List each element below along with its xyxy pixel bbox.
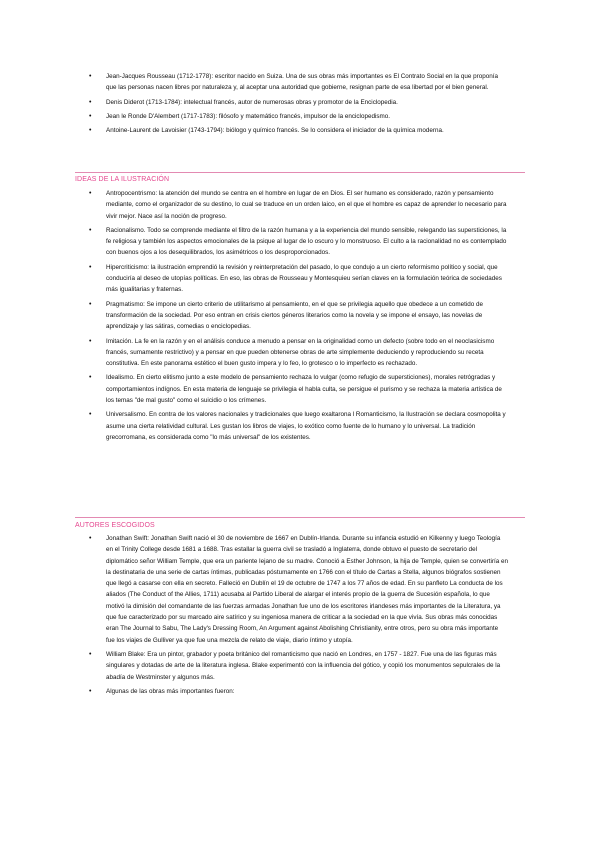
list-item bbox=[0, 299, 600, 333]
section-heading-ideas: IDEAS DE LA ILUSTRACIÓN bbox=[75, 176, 170, 183]
bullet-icon: • bbox=[89, 650, 92, 658]
list-item-text: Hipercriticismo: la ilustración emprendió la revisión y reinterpretación del pasado, lo que condujo a un cierto reformismo político y social, que conduciría al deseo de utopías políticas. En eso, las obras de Rousseau y Montesquieu serían claves en la formulación teórica de sociedades más igualitarias y fraternas. bbox=[106, 263, 502, 294]
bullet-icon: • bbox=[89, 98, 92, 106]
list-item-text: Jonathan Swift: Jonathan Swift nació el 30 de noviembre de 1667 en Dublín-Irlanda. Durante su infancia estudió en Kilkenny y luego Teología en el Trinity College desde 1681 a 1688. Tras estallar la guerra civil se trasladó a Inglaterra, donde obtuvo el puesto de secretario del diplomático señor William Temple, que era un pariente lejano de su madre. Conoció a Esther Johnson, la hija de Temple, quien se convertiría en la destinataria de una serie de cartas íntimas, publicadas póstumamente en 1766 con el título de Cartas a Stella, algunos biógrafos sostienen que llegó a casarse con ella en secreto. Falleció en Dublín el 19 de octubre de 1747 a los 77 años de edad. En su panfleto La conducta de los aliados (The Conduct of the Allies, 1711) acusaba al Partido Liberal de alargar el interés propio de la guerra de Sucesión española, lo que motivó la dimisión del comandante de las fuerzas armadas Jonathan fue uno de los escritores irlandeses más importantes de la Literatura, ya que fue caracterizado por su marcado aire satírico y su ingeniosa manera de criticar a la sociedad en la que vivía. Sus obras más conocidas eran The Journal to Sabu, The Lady's Dressing Room, An Argument against Abolishing Christianity, entre otros, pero su obra más importante fue los viajes de Gulliver ya que fue una mezcla de relato de viaje, diario íntimo y utopía. bbox=[106, 535, 508, 644]
list-item bbox=[0, 649, 600, 683]
list-item-text: Algunas de las obras más importantes fueron: bbox=[106, 687, 235, 695]
list-item bbox=[0, 336, 600, 370]
list-item bbox=[0, 686, 600, 697]
list-item bbox=[0, 372, 600, 406]
list-item bbox=[0, 125, 600, 136]
list-item-text: William Blake: Era un pintor, grabador y poeta británico del romanticismo que nació en Londres, en 1757 - 1827. Fue una de las figuras más singulares y dotadas de arte de la literatura inglesa. Blake experimentó con la influencia del gótico, y copió los monumentos sepulcrales de la abadía de Westminster y algunos más. bbox=[106, 650, 501, 681]
autores-section bbox=[0, 533, 600, 697]
list-item-text: Antoine-Laurent de Lavoisier (1743-1794): biólogo y químico francés. Se lo considera el iniciador de la química moderna. bbox=[106, 127, 444, 135]
ideas-section bbox=[0, 188, 600, 443]
list-item bbox=[0, 188, 600, 222]
section-divider bbox=[75, 172, 525, 173]
list-item bbox=[0, 533, 600, 646]
bullet-icon: • bbox=[89, 300, 92, 308]
list-item-text: Racionalismo. Todo se comprende mediante el filtro de la razón humana y a la experiencia del mundo sensible, relegando las supersticiones, la fe religiosa y también los aspectos emocionales de la psique al lugar de lo oscuro y lo monstruoso. El culto a la racionalidad no es contemplado con buenos ojos a los desequilibrados, los asimétricos o los desproporcionados. bbox=[106, 226, 507, 257]
section-heading-autores: AUTORES ESCOGIDOS bbox=[75, 522, 155, 529]
rousseau-list-section bbox=[0, 71, 600, 136]
bullet-icon: • bbox=[89, 411, 92, 419]
list-item bbox=[0, 262, 600, 296]
list-item-text: Jean-Jacques Rousseau (1712-1778): escritor nacido en Suiza. Una de sus obras más importantes es El Contrato Social en la que proponía que las personas nacen libres por naturaleza y, al aceptar una autoridad que gobierne, resignan parte de esa libertad por el bien general. bbox=[106, 73, 499, 92]
list-item-text: Idealismo. En cierto elitismo junto a este modelo de pensamiento rechaza lo vulgar (como refugio de supersticiones), morales retrógradas y comportamientos indígnos. En esta materia de lenguaje se privilegia el habla culta, se persigue el purismo y se rechaza la materia artística de los temas "de mal gusto" como el suicidio o los crímenes. bbox=[106, 374, 502, 405]
bullet-icon: • bbox=[89, 337, 92, 345]
list-item-text: Jean le Ronde D'Alembert (1717-1783): filósofo y matemático francés, impulsor de la enciclopedismo. bbox=[106, 112, 391, 120]
list-item-text: Denis Diderot (1713-1784): intelectual francés, autor de numerosas obras y promotor de la Enciclopedia. bbox=[106, 98, 398, 106]
bullet-icon: • bbox=[89, 73, 92, 80]
bullet-list bbox=[0, 71, 600, 136]
list-item bbox=[0, 97, 600, 108]
bullet-list bbox=[0, 533, 600, 697]
bullet-icon: • bbox=[89, 263, 92, 271]
bullet-icon: • bbox=[89, 112, 92, 120]
bullet-icon: • bbox=[89, 687, 92, 695]
bullet-icon: • bbox=[89, 374, 92, 382]
list-item bbox=[0, 71, 600, 94]
bullet-icon: • bbox=[89, 535, 92, 542]
section-divider bbox=[75, 517, 525, 518]
list-item-text: Antropocentrismo: la atención del mundo se centra en el hombre en lugar de en Dios. El ser humano es considerado, razón y pensamiento mediante, como el organizador de su destino, lo cual se traduce en un orden laico, en el que el hombre es capaz de aprender lo necesario para vivir mejor. Nace así la noción de progreso. bbox=[106, 190, 507, 220]
list-item-text: Imitación. La fe en la razón y en el análisis conduce a menudo a pensar en la originalidad como un defecto (sobre todo en el neoclasicismo francés, sumamente restrictivo) y a pensar en que pueden obtenerse obras de arte simplemente deduciendo y reproduciendo su receta constitutiva. En este panorama estético el buen gusto impera y lo feo, lo grotesco o lo imperfecto es rechazado. bbox=[106, 337, 495, 368]
list-item-text: Universalismo. En contra de los valores nacionales y tradicionales que luego exaltarona l Romanticismo, la Ilustración se declara cosmopolita y asume una cierta relatividad cultural. Les gustan los libros de viajes, lo exótico como fuente de lo humano y lo universal. La tradición grecorromana, es considerada como "lo más universal" de los existentes. bbox=[106, 411, 506, 441]
list-item-text: Pragmatismo: Se impone un cierto criterio de utilitarismo al pensamiento, en el que se privilegia aquello que obedece a un cometido de transformación de la sociedad. Por eso entran en crisis ciertos géneros literarios como la novela y se impone el ensayo, las novelas de aprendizaje y las sátiras, comedias o enciclopedias. bbox=[106, 300, 483, 331]
bullet-icon: • bbox=[89, 127, 92, 135]
list-item bbox=[0, 111, 600, 122]
bullet-icon: • bbox=[89, 190, 92, 197]
list-item bbox=[0, 225, 600, 259]
list-item bbox=[0, 409, 600, 443]
bullet-list bbox=[0, 188, 600, 443]
bullet-icon: • bbox=[89, 226, 92, 234]
